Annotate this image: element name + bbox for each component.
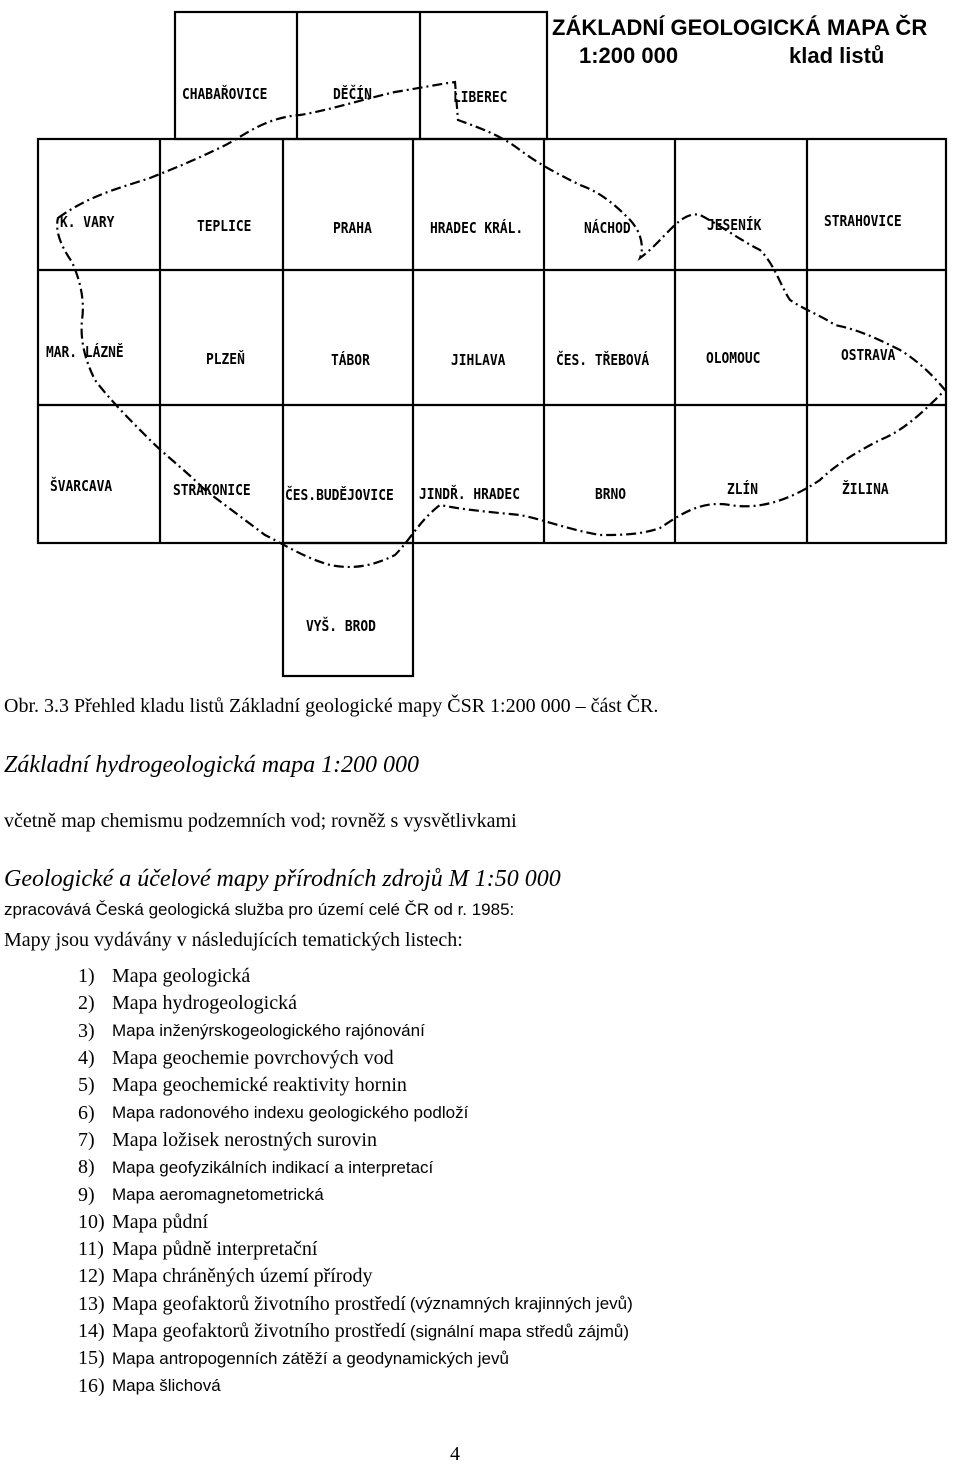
sheet-strakonice: STRAKONICE [173, 481, 251, 499]
sheet-zilina: ŽILINA [842, 480, 889, 498]
map-title [552, 14, 960, 70]
list-item: 1) Mapa geologická [78, 965, 251, 988]
list-item: 2) Mapa hydrogeologická [78, 992, 297, 1015]
list-item: 4) Mapa geochemie povrchových vod [78, 1047, 394, 1070]
list-item: 15) Mapa antropogenních zátěží a geodynamických jevů [78, 1347, 509, 1370]
paragraph-thematic-sheets: Mapy jsou vydávány v následujících tematických listech: [4, 929, 463, 951]
sheet-hradec: HRADEC KRÁL. [430, 219, 524, 237]
map-title-scale: 1:200 000 [579, 43, 679, 68]
sheet-brno: BRNO [595, 485, 627, 503]
sheet-jindrhradec: JINDŘ. HRADEC [419, 485, 520, 503]
sheet-olomouc: OLOMOUC [706, 349, 761, 367]
list-item: 12) Mapa chráněných území přírody [78, 1265, 373, 1288]
sheet-cesbudejovice: ČES.BUDĚJOVICE [285, 486, 394, 504]
sheet-nachod: NÁCHOD [584, 219, 631, 237]
list-item: 6) Mapa radonového indexu geologického podloží [78, 1101, 469, 1124]
list-item: 10) Mapa půdní [78, 1210, 209, 1233]
sheet-svarcava: ŠVARCAVA [50, 477, 113, 495]
sheet-praha: PRAHA [333, 219, 372, 237]
map-title-line1: ZÁKLADNÍ GEOLOGICKÁ MAPA ČR [552, 15, 928, 40]
sheet-strahovice: STRAHOVICE [824, 212, 902, 230]
heading-hydrogeological-map: Základní hydrogeologická mapa 1:200 000 [4, 752, 420, 778]
sheet-marlazne: MAR. LÁZNĚ [46, 343, 124, 361]
list-item: 13) Mapa geofaktorů životního prostředí (významných krajinných jevů) [78, 1292, 633, 1315]
list-item: 8) Mapa geofyzikálních indikací a interpretací [78, 1156, 434, 1179]
sheet-vysbrod: VYŠ. BROD [306, 617, 376, 635]
thematic-sheet-list [78, 963, 633, 1400]
sheet-jesenik: JESENÍK [707, 216, 762, 234]
sheet-zlin: ZLÍN [727, 480, 759, 498]
page-number: 4 [450, 1443, 460, 1465]
sheet-tabor: TÁBOR [331, 351, 370, 369]
list-item: 16) Mapa šlichová [78, 1374, 221, 1397]
paragraph-survey: zpracovává Česká geologická služba pro území celé ČR od r. 1985: [4, 900, 515, 919]
sheet-jihlava: JIHLAVA [451, 351, 506, 369]
map-index-figure [0, 0, 960, 690]
list-item: 5) Mapa geochemické reaktivity hornin [78, 1074, 407, 1097]
sheet-decin: DĚČÍN [333, 85, 372, 103]
list-item: 14) Mapa geofaktorů životního prostředí (signální mapa středů zájmů) [78, 1320, 630, 1342]
list-item: 3) Mapa inženýrskogeologického rajónování [78, 1019, 425, 1042]
sheet-plzen: PLZEŇ [206, 350, 245, 368]
sheet-liberec: LIBEREC [453, 88, 508, 106]
heading-geological-maps: Geologické a účelové mapy přírodních zdrojů M 1:50 000 [4, 866, 561, 892]
sheet-teplice: TEPLICE [197, 217, 252, 235]
map-title-klad: klad listů [789, 43, 885, 68]
list-item: 9) Mapa aeromagnetometrická [78, 1183, 324, 1206]
sheet-chabarovice: CHABAŘOVICE [182, 85, 268, 103]
sheet-cestrebova: ČES. TŘEBOVÁ [556, 351, 650, 369]
list-item: 7) Mapa ložisek nerostných surovin [78, 1128, 377, 1151]
sheet-ostrava: OSTRAVA [841, 346, 896, 364]
list-item: 11) Mapa půdně interpretační [78, 1238, 318, 1261]
figure-caption: Obr. 3.3 Přehled kladu listů Základní geologické mapy ČSR 1:200 000 – část ČR. [4, 695, 659, 717]
sheet-kvary: K. VARY [60, 213, 115, 231]
paragraph-chemistry: včetně map chemismu podzemních vod; rovněž s vysvětlivkami [4, 810, 517, 832]
